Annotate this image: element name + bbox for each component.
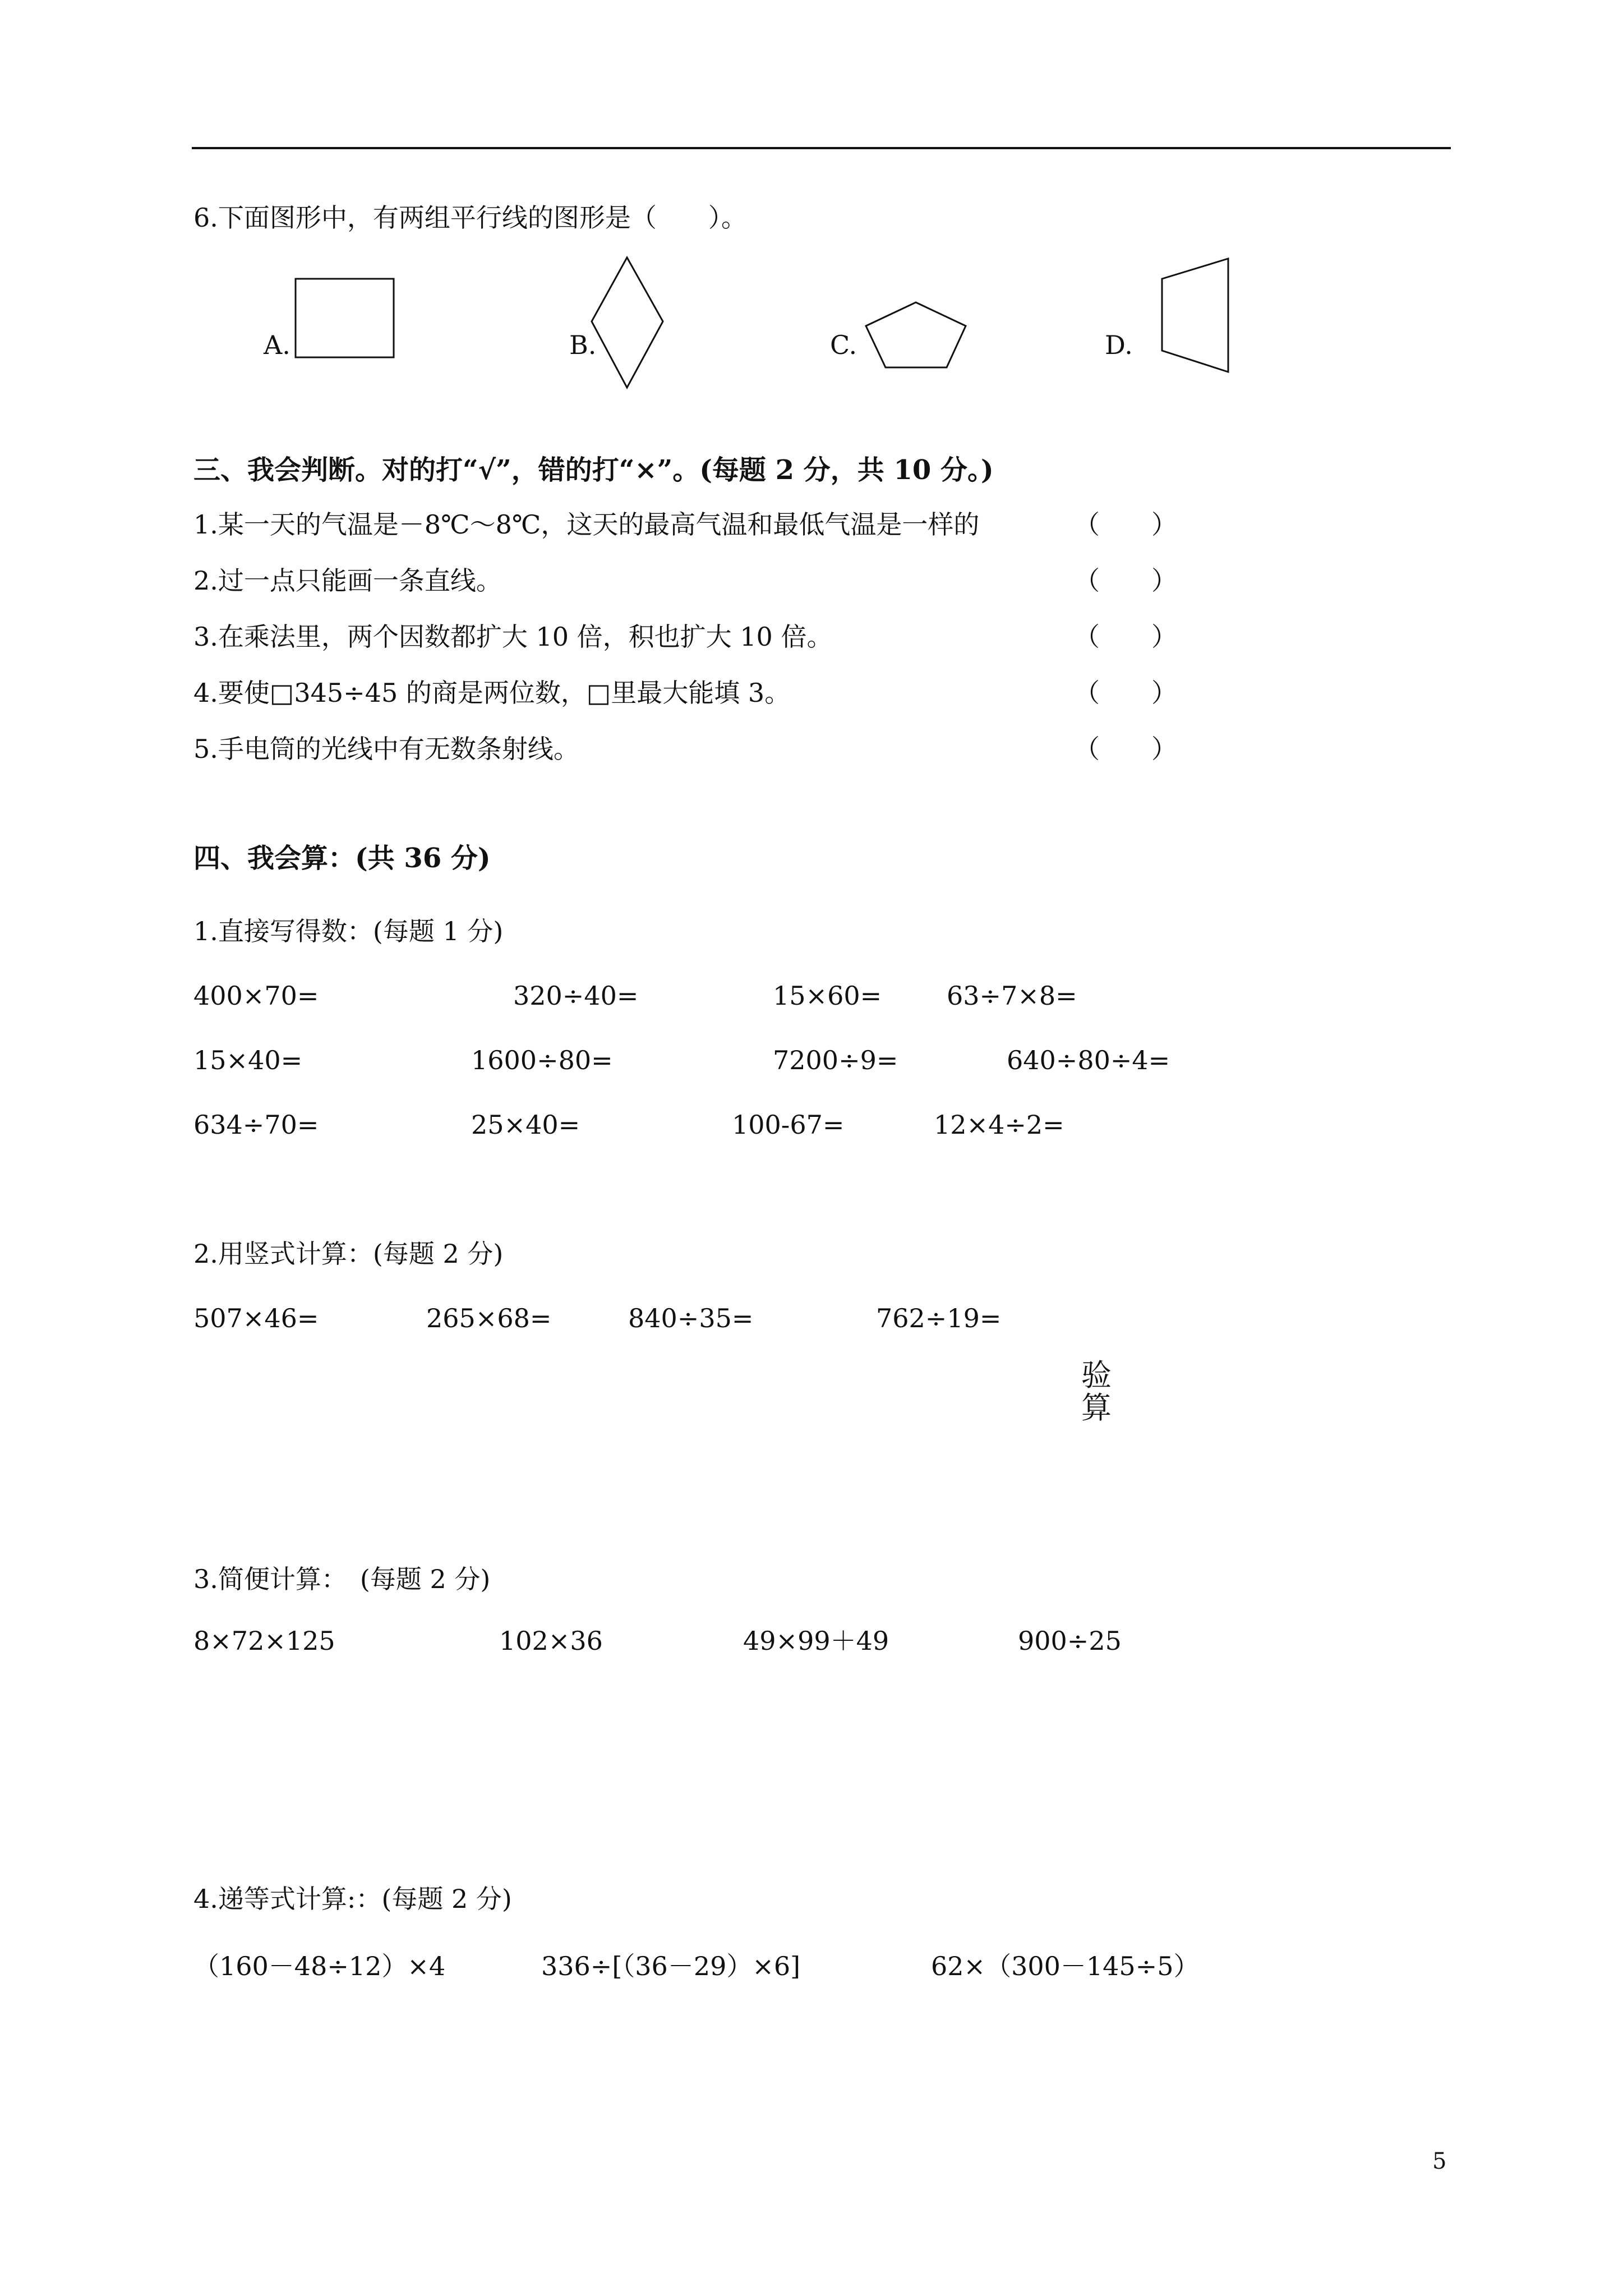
trapezoid-figure: [1155, 255, 1234, 376]
judge-answer-blank-1[interactable]: （ ）: [1074, 509, 1177, 540]
judge-item-1: 1.某一天的气温是－8℃～8℃，这天的最高气温和最低气温是一样的: [193, 509, 980, 540]
pentagon-figure: [863, 300, 969, 370]
rhombus-figure: [589, 255, 667, 390]
check-label-line-1: 验: [1081, 1358, 1112, 1393]
option-b-label: B.: [569, 330, 597, 360]
direct-problem: 400×70=: [193, 981, 319, 1011]
judge-item-4: 4.要使□345÷45 的商是两位数，□里最大能填 3。: [193, 678, 791, 708]
direct-problem: 640÷80÷4=: [1007, 1045, 1170, 1075]
direct-problem: 634÷70=: [193, 1110, 319, 1140]
stepwise-problem: 62×（300－145÷5）: [931, 1951, 1200, 1981]
vertical-problem: 265×68=: [426, 1303, 552, 1333]
option-a-label: A.: [264, 330, 291, 360]
direct-problem: 63÷7×8=: [947, 981, 1077, 1011]
vertical-problem: 762÷19=: [876, 1303, 1002, 1333]
option-d-label: D.: [1105, 330, 1133, 360]
judge-answer-blank-3[interactable]: （ ）: [1074, 622, 1177, 652]
simple-problem: 102×36: [499, 1626, 603, 1656]
direct-problem: 15×40=: [193, 1045, 303, 1075]
direct-problem: 320÷40=: [513, 981, 639, 1011]
judge-item-5: 5.手电筒的光线中有无数条射线。: [193, 734, 579, 764]
vertical-problem: 840÷35=: [628, 1303, 754, 1333]
check-label-line-2: 算: [1081, 1390, 1112, 1425]
vertical-title: 2.用竖式计算：(每题 2 分): [193, 1239, 504, 1269]
stepwise-problem: （160－48÷12）×4: [193, 1951, 446, 1981]
direct-problem: 25×40=: [471, 1110, 580, 1140]
calc-heading: 四、我会算：(共 36 分): [193, 843, 491, 874]
judge-answer-blank-2[interactable]: （ ）: [1074, 565, 1177, 596]
option-c-label: C.: [830, 330, 857, 360]
stepwise-problem: 336÷[（36－29）×6]: [541, 1951, 801, 1981]
judge-item-3: 3.在乘法里，两个因数都扩大 10 倍，积也扩大 10 倍。: [193, 622, 833, 652]
simple-problem: 8×72×125: [193, 1626, 335, 1656]
judge-heading: 三、我会判断。对的打“√”，错的打“×”。(每题 2 分，共 10 分。): [193, 454, 994, 486]
direct-problem: 1600÷80=: [471, 1045, 613, 1075]
stepwise-title: 4.递等式计算:：(每题 2 分): [193, 1884, 512, 1914]
vertical-problem: 507×46=: [193, 1303, 319, 1333]
simple-problem: 900÷25: [1018, 1626, 1122, 1656]
simple-title: 3.简便计算： (每题 2 分): [193, 1564, 491, 1594]
direct-problem: 100-67=: [732, 1110, 845, 1140]
direct-problem: 12×4÷2=: [934, 1110, 1064, 1140]
q6-stem: 6.下面图形中，有两组平行线的图形是（ ）。: [193, 203, 747, 233]
direct-problem: 15×60=: [773, 981, 882, 1011]
simple-problem: 49×99＋49: [743, 1626, 889, 1656]
direct-title: 1.直接写得数：(每题 1 分): [193, 916, 504, 946]
direct-problem: 7200÷9=: [773, 1045, 898, 1075]
judge-item-2: 2.过一点只能画一条直线。: [193, 565, 502, 596]
header-rule: [192, 147, 1451, 149]
rectangle-figure: [294, 278, 395, 359]
judge-answer-blank-4[interactable]: （ ）: [1074, 678, 1177, 708]
judge-answer-blank-5[interactable]: （ ）: [1074, 734, 1177, 764]
page-number: 5: [1432, 2148, 1447, 2174]
